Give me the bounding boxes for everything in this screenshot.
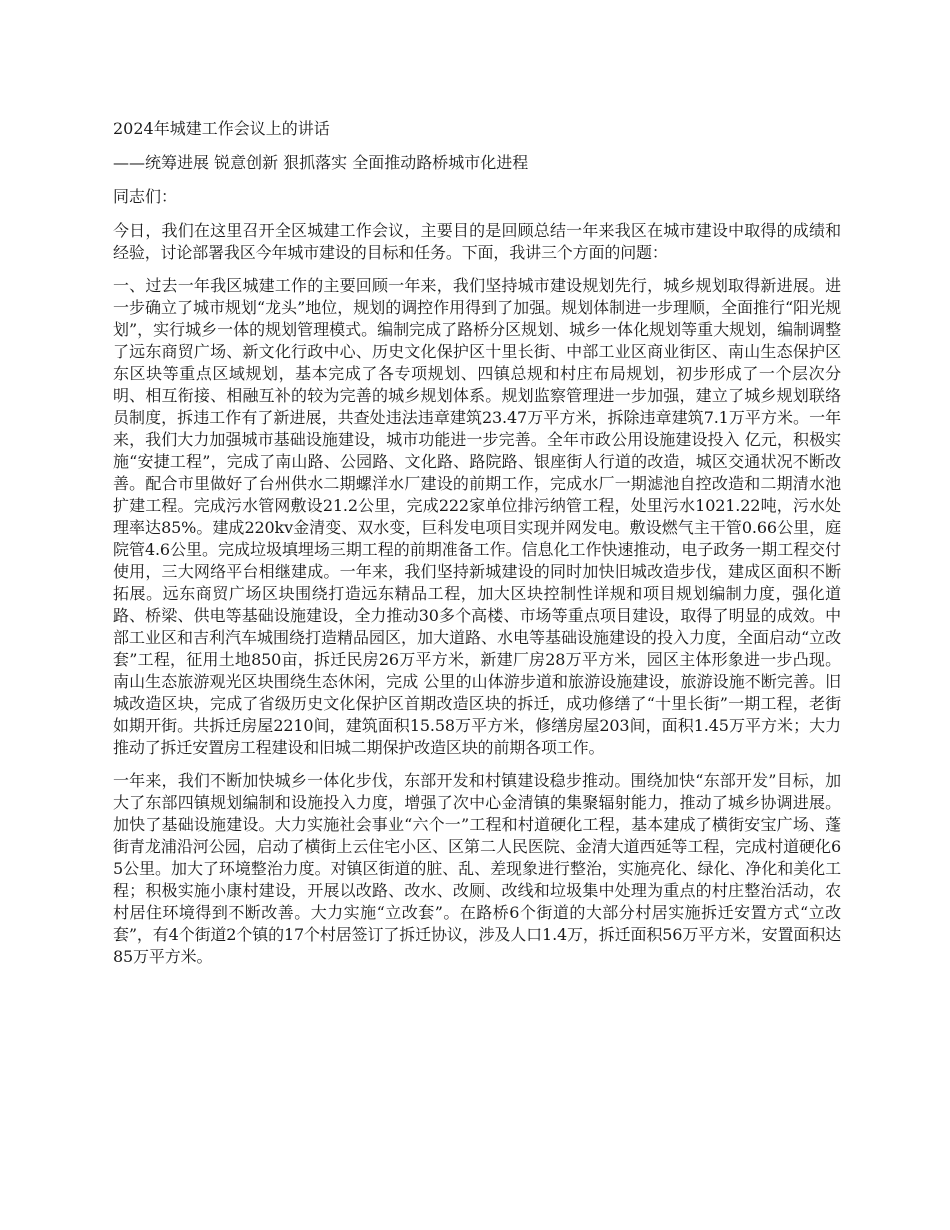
paragraph-intro: 今日，我们在这里召开全区城建工作会议，主要目的是回顾总结一年来我区在城市建设中取得的成绩和经验，讨论部署我区今年城市建设的目标和任务。下面，我讲三个方面的问题： <box>113 221 841 262</box>
paragraph-integration: 一年来，我们不断加快城乡一体化步伐，东部开发和村镇建设稳步推动。围绕加快“东部开发”目标，加大了东部四镇规划编制和设施投入力度，增强了次中心金清镇的集聚辐射能力，推动了城乡协调进展。加快了基础设施建设。大力实施社会事业“六个一”工程和村道硬化工程，基本建成了横街安宝广场、蓬街青龙浦沿河公园，启动了横街上云住宅小区、区第二人民医院、金清大道西延等工程，完成村道硬化65公里。加大了环境整治力度。对镇区街道的脏、乱、差现象进行整治，实施亮化、绿化、净化和美化工程；积极实施小康村建设，开展以改路、改水、改厕、改线和垃圾集中处理为重点的村庄整治活动，农村居住环境得到不断改善。大力实施“立改套”。在路桥6个街道的大部分村居实施拆迁安置方式“立改套”，有4个街道2个镇的17个村居签订了拆迁协议，涉及人口1.4万，拆迁面积56万平方米，安置面积达85万平方米。 <box>113 771 841 966</box>
paragraph-review: 一、过去一年我区城建工作的主要回顾一年来，我们坚持城市建设规划先行，城乡规划取得新进展。进一步确立了城市规划“龙头”地位，规划的调控作用得到了加强。规划体制进一步理顺，全面推行“阳光规划”，实行城乡一体的规划管理模式。编制完成了路桥分区规划、城乡一体化规划等重大规划，编制调整了远东商贸广场、新文化行政中心、历史文化保护区十里长街、中部工业区商业街区、南山生态保护区东区块等重点区域规划，基本完成了各专项规划、四镇总规和村庄布局规划，初步形成了一个层次分明、相互衔接、相融互补的较为完善的城乡规划体系。规划监察管理进一步加强，建立了城乡规划联络员制度，拆违工作有了新进展，共查处违法违章建筑23.47万平方米，拆除违章建筑7.1万平方米。一年来，我们大力加强城市基础设施建设，城市功能进一步完善。全年市政公用设施建设投入 亿元，积极实施“安捷工程”，完成了南山路、公园路、文化路、路院路、银座街人行道的改造，城区交通状况不断改善。配合市里做好了台州供水二期螺洋水厂建设的前期工作，完成水厂一期滤池自控改造和二期清水池扩建工程。完成污水管网敷设21.2公里，完成222家单位排污纳管工程，处里污水1021.22吨，污水处理率达85%。建成220kv金清变、双水变，巨科发电项目实现并网发电。敷设燃气主干管0.66公里，庭院管4.6公里。完成垃圾填埋场三期工程的前期准备工作。信息化工作快速推动，电子政务一期工程交付使用，三大网络平台相继建成。一年来，我们坚持新城建设的同时加快旧城改造步伐，建成区面积不断拓展。远东商贸广场区块围绕打造远东精品工程，加大区块控制性详规和项目规划编制力度，强化道路、桥梁、供电等基础设施建设，全力推动30多个高楼、市场等重点项目建设，取得了明显的成效。中部工业区和吉利汽车城围绕打造精品园区，加大道路、水电等基础设施建设的投入力度，全面启动“立改套”工程，征用土地850亩，拆迁民房26万平方米，新建厂房28万平方米，园区主体形象进一步凸现。南山生态旅游观光区块围绕生态休闲，完成 公里的山体游步道和旅游设施建设，旅游设施不断完善。旧城改造区块，完成了省级历史文化保护区首期改造区块的拆迁，成功修缮了“十里长街”一期工程，老街如期开街。共拆迁房屋2210间，建筑面积15.58万平方米，修缮房屋203间，面积1.45万平方米；大力推动了拆迁安置房工程建设和旧城二期保护改造区块的前期各项工作。 <box>113 276 841 757</box>
document-subtitle: ——统筹进展 锐意创新 狠抓落实 全面推动路桥城市化进程 <box>113 153 529 172</box>
greeting: 同志们： <box>113 187 178 206</box>
document-page <box>113 118 841 979</box>
document-title: 2024年城建工作会议上的讲话 <box>113 119 330 138</box>
